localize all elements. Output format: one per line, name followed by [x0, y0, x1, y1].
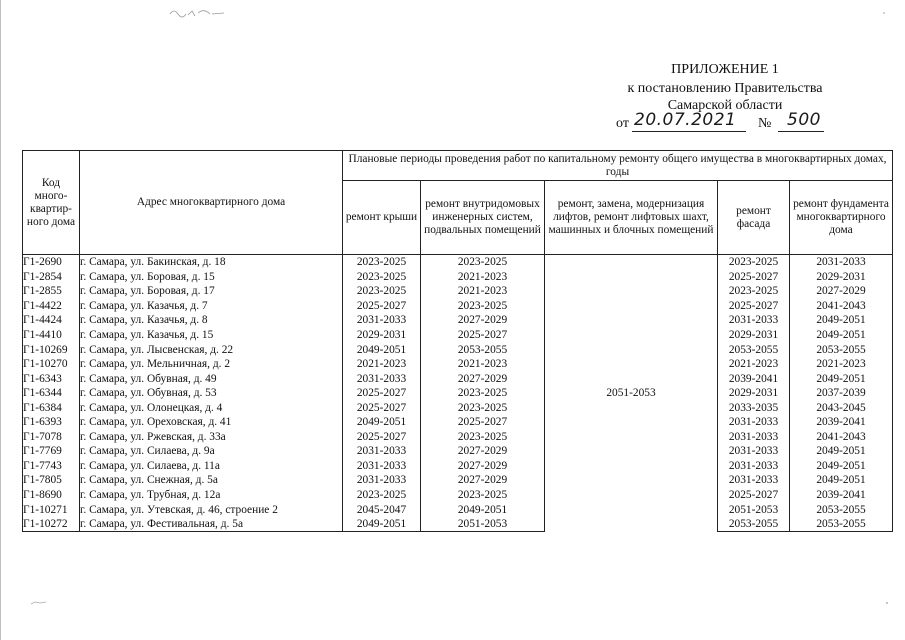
- table-row: [23, 459, 893, 474]
- cell-address: г. Самара, ул. Боровая, д. 17: [80, 284, 343, 299]
- cell-foundation: 2027-2029: [790, 284, 893, 299]
- table-row: [23, 488, 893, 503]
- cell-engineering: 2027-2029: [421, 371, 545, 386]
- cell-foundation: 2053-2055: [790, 502, 893, 517]
- cell-roof: 2023-2025: [343, 488, 421, 503]
- cell-address: г. Самара, ул. Казачья, д. 7: [80, 299, 343, 314]
- header-foundation: ремонт фундамента многоквартирного дома: [790, 181, 893, 255]
- cell-address: г. Самара, ул. Казачья, д. 15: [80, 328, 343, 343]
- table-row: [23, 357, 893, 372]
- cell-roof: 2025-2027: [343, 299, 421, 314]
- cell-address: г. Самара, ул. Ореховская, д. 41: [80, 415, 343, 430]
- cell-foundation: 2021-2023: [790, 357, 893, 372]
- cell-roof: 2031-2033: [343, 459, 421, 474]
- cell-roof: 2031-2033: [343, 313, 421, 328]
- cell-code: Г1-10270: [23, 357, 80, 372]
- table-row: [23, 502, 893, 517]
- cell-foundation: 2043-2045: [790, 400, 893, 415]
- cell-roof: 2025-2027: [343, 430, 421, 445]
- cell-engineering: 2027-2029: [421, 313, 545, 328]
- date-underline: [632, 131, 746, 132]
- header-facade: ремонт фасада: [718, 181, 790, 255]
- cell-facade: 2021-2023: [718, 357, 790, 372]
- header-periods-group: Плановые периоды проведения работ по капитальному ремонту общего имущества в многоквартирных домах, годы: [343, 151, 893, 181]
- cell-facade: 2039-2041: [718, 371, 790, 386]
- cell-facade: 2033-2035: [718, 400, 790, 415]
- header-address: Адрес многоквартирного дома: [80, 151, 343, 255]
- cell-roof: 2023-2025: [343, 284, 421, 299]
- cell-engineering: 2027-2029: [421, 459, 545, 474]
- cell-engineering: 2021-2023: [421, 270, 545, 285]
- cell-foundation: 2049-2051: [790, 459, 893, 474]
- cell-address: г. Самара, ул. Обувная, д. 49: [80, 371, 343, 386]
- table-row: [23, 386, 893, 401]
- number-underline: [778, 131, 824, 132]
- cell-address: г. Самара, ул. Ржевская, д. 33а: [80, 430, 343, 445]
- table-row: [23, 400, 893, 415]
- cell-facade: 2031-2033: [718, 430, 790, 445]
- table-row: [23, 313, 893, 328]
- cell-engineering: 2027-2029: [421, 473, 545, 488]
- table-row: [23, 430, 893, 445]
- header-code: Код много-квартир-ного дома: [23, 151, 80, 255]
- table-row: [23, 299, 893, 314]
- cell-engineering: 2023-2025: [421, 430, 545, 445]
- scan-artifact-mark: [168, 6, 228, 20]
- cell-address: г. Самара, ул. Обувная, д. 53: [80, 386, 343, 401]
- cell-address: г. Самара, ул. Силаева, д. 11а: [80, 459, 343, 474]
- table-row: [23, 517, 893, 532]
- cell-facade: 2023-2025: [718, 284, 790, 299]
- table-row: [23, 371, 893, 386]
- cell-code: Г1-6344: [23, 386, 80, 401]
- scan-speck: [30, 600, 50, 606]
- cell-code: Г1-10272: [23, 517, 80, 532]
- cell-roof: 2031-2033: [343, 371, 421, 386]
- cell-address: г. Самара, ул. Мельничная, д. 2: [80, 357, 343, 372]
- table-row: [23, 328, 893, 343]
- table-row: [23, 473, 893, 488]
- cell-facade: 2025-2027: [718, 488, 790, 503]
- cell-facade: 2053-2055: [718, 517, 790, 532]
- cell-foundation: 2041-2043: [790, 299, 893, 314]
- capital-repair-table: [22, 150, 893, 532]
- cell-elevators-shared: 2051-2053: [545, 255, 718, 532]
- cell-roof: 2049-2051: [343, 517, 421, 532]
- cell-foundation: 2049-2051: [790, 371, 893, 386]
- cell-facade: 2025-2027: [718, 270, 790, 285]
- cell-code: Г1-2854: [23, 270, 80, 285]
- cell-roof: 2031-2033: [343, 473, 421, 488]
- cell-engineering: 2023-2025: [421, 400, 545, 415]
- table-row: [23, 444, 893, 459]
- cell-code: Г1-7743: [23, 459, 80, 474]
- table-row: [23, 415, 893, 430]
- cell-roof: 2025-2027: [343, 386, 421, 401]
- cell-foundation: 2049-2051: [790, 444, 893, 459]
- cell-engineering: 2023-2025: [421, 386, 545, 401]
- cell-address: г. Самара, ул. Боровая, д. 15: [80, 270, 343, 285]
- cell-facade: 2053-2055: [718, 342, 790, 357]
- appendix-line-2: Самарской области: [667, 98, 783, 113]
- cell-facade: 2031-2033: [718, 313, 790, 328]
- cell-roof: 2049-2051: [343, 415, 421, 430]
- appendix-title: ПРИЛОЖЕНИЕ 1: [671, 62, 779, 77]
- cell-facade: 2023-2025: [718, 255, 790, 270]
- cell-code: Г1-8690: [23, 488, 80, 503]
- cell-foundation: 2031-2033: [790, 255, 893, 270]
- cell-roof: 2023-2025: [343, 270, 421, 285]
- cell-code: Г1-6343: [23, 371, 80, 386]
- cell-foundation: 2029-2031: [790, 270, 893, 285]
- cell-code: Г1-6393: [23, 415, 80, 430]
- cell-engineering: 2049-2051: [421, 502, 545, 517]
- table-row: [23, 284, 893, 299]
- cell-address: г. Самара, ул. Лысвенская, д. 22: [80, 342, 343, 357]
- cell-facade: 2025-2027: [718, 299, 790, 314]
- header-engineering: ремонт внутридомовых инженерных систем, подвальных помещений: [421, 181, 545, 255]
- cell-address: г. Самара, ул. Олонецкая, д. 4: [80, 400, 343, 415]
- cell-engineering: 2053-2055: [421, 342, 545, 357]
- header-elevators: ремонт, замена, модернизация лифтов, ремонт лифтовых шахт, машинных и блочных помещений: [545, 181, 718, 255]
- cell-facade: 2029-2031: [718, 386, 790, 401]
- scan-edge-line: [0, 0, 1, 640]
- table-row: [23, 270, 893, 285]
- table-row: [23, 342, 893, 357]
- cell-facade: 2031-2033: [718, 473, 790, 488]
- cell-foundation: 2049-2051: [790, 313, 893, 328]
- cell-code: Г1-7805: [23, 473, 80, 488]
- cell-code: Г1-10271: [23, 502, 80, 517]
- cell-engineering: 2023-2025: [421, 299, 545, 314]
- appendix-line-1: к постановлению Правительства: [627, 81, 823, 96]
- cell-address: г. Самара, ул. Утевская, д. 46, строение 2: [80, 502, 343, 517]
- cell-roof: 2049-2051: [343, 342, 421, 357]
- cell-code: Г1-4424: [23, 313, 80, 328]
- cell-roof: 2025-2027: [343, 400, 421, 415]
- cell-engineering: 2027-2029: [421, 444, 545, 459]
- cell-facade: 2031-2033: [718, 444, 790, 459]
- cell-roof: 2023-2025: [343, 255, 421, 270]
- cell-address: г. Самара, ул. Казачья, д. 8: [80, 313, 343, 328]
- cell-address: г. Самара, ул. Силаева, д. 9а: [80, 444, 343, 459]
- cell-facade: 2031-2033: [718, 459, 790, 474]
- cell-facade: 2031-2033: [718, 415, 790, 430]
- scan-speck: [884, 600, 892, 606]
- cell-code: Г1-10269: [23, 342, 80, 357]
- cell-facade: 2029-2031: [718, 328, 790, 343]
- cell-code: Г1-6384: [23, 400, 80, 415]
- cell-engineering: 2051-2053: [421, 517, 545, 532]
- date-prefix: от: [616, 116, 629, 131]
- cell-engineering: 2023-2025: [421, 255, 545, 270]
- cell-roof: 2021-2023: [343, 357, 421, 372]
- cell-roof: 2045-2047: [343, 502, 421, 517]
- cell-foundation: 2049-2051: [790, 473, 893, 488]
- resolution-date-number: [610, 112, 890, 132]
- number-handwritten: 500: [787, 110, 821, 130]
- header-roof: ремонт крыши: [343, 181, 421, 255]
- cell-engineering: 2021-2023: [421, 357, 545, 372]
- cell-foundation: 2039-2041: [790, 415, 893, 430]
- cell-address: г. Самара, ул. Снежная, д. 5а: [80, 473, 343, 488]
- cell-address: г. Самара, ул. Трубная, д. 12а: [80, 488, 343, 503]
- cell-code: Г1-7769: [23, 444, 80, 459]
- cell-code: Г1-2690: [23, 255, 80, 270]
- cell-code: Г1-4422: [23, 299, 80, 314]
- number-prefix: №: [758, 116, 772, 131]
- cell-code: Г1-2855: [23, 284, 80, 299]
- cell-roof: 2029-2031: [343, 328, 421, 343]
- cell-address: г. Самара, ул. Фестивальная, д. 5а: [80, 517, 343, 532]
- cell-facade: 2051-2053: [718, 502, 790, 517]
- cell-engineering: 2023-2025: [421, 488, 545, 503]
- date-handwritten: 20.07.2021: [634, 110, 737, 130]
- cell-address: г. Самара, ул. Бакинская, д. 18: [80, 255, 343, 270]
- cell-foundation: 2053-2055: [790, 342, 893, 357]
- cell-engineering: 2025-2027: [421, 415, 545, 430]
- cell-foundation: 2039-2041: [790, 488, 893, 503]
- cell-foundation: 2053-2055: [790, 517, 893, 532]
- cell-roof: 2031-2033: [343, 444, 421, 459]
- cell-engineering: 2025-2027: [421, 328, 545, 343]
- cell-foundation: 2037-2039: [790, 386, 893, 401]
- cell-code: Г1-4410: [23, 328, 80, 343]
- cell-engineering: 2021-2023: [421, 284, 545, 299]
- cell-code: Г1-7078: [23, 430, 80, 445]
- table-row: [23, 255, 893, 270]
- cell-foundation: 2041-2043: [790, 430, 893, 445]
- cell-foundation: 2049-2051: [790, 328, 893, 343]
- scan-speck: [880, 10, 890, 16]
